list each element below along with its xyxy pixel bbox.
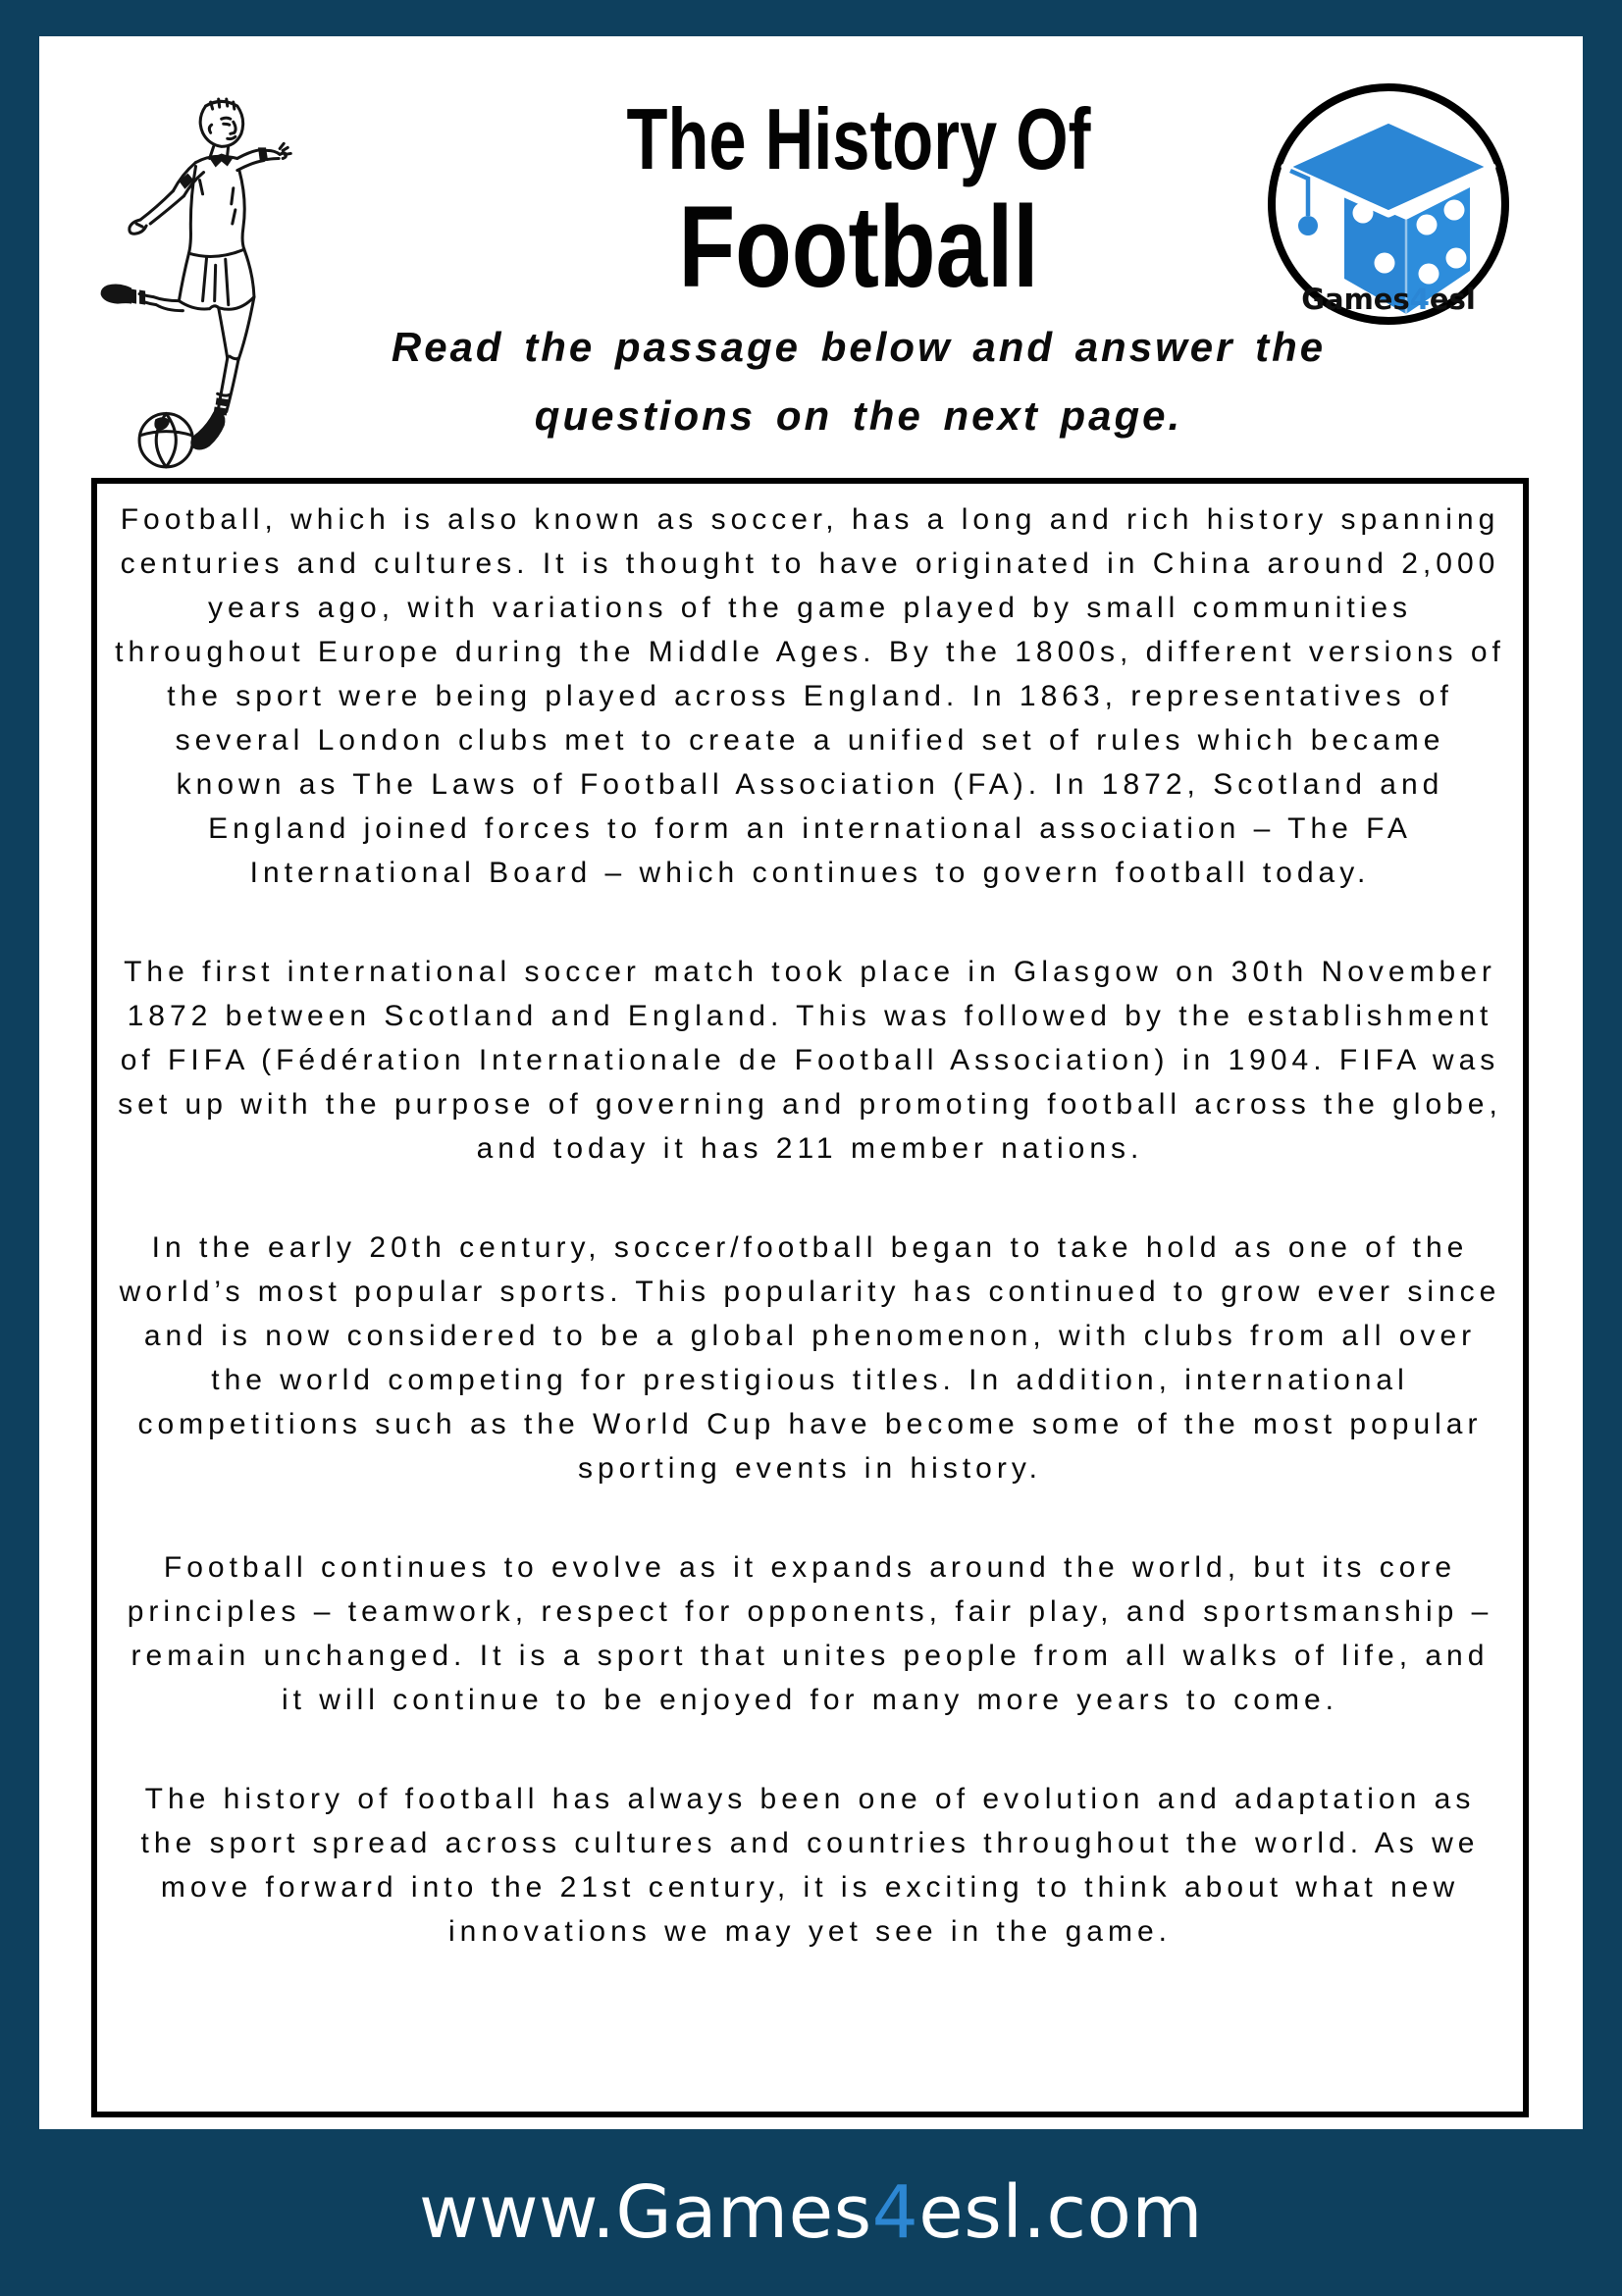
passage-paragraph-4: Football continues to evolve as it expands around the world, but its core principles – teamwork, respect for opponents, fair play, and sportsmanship – remain unchanged. It is a sport that unites people from all walks of life, and it will continue to be enjoyed for many more years to come. <box>127 1551 1493 1716</box>
games4esl-logo <box>1261 77 1516 332</box>
passage-paragraph-5: The history of football has always been one of evolution and adaptation as the sport spread across cultures and countries throughout the world. As we move forward into the 21st century, it is exciting to think about what new innovations we may yet see in the game. <box>140 1783 1480 1948</box>
passage-paragraph-1: Football, which is also known as soccer, has a long and rich history spanning centuries and cultures. It is thought to have originated in China around 2,000 years ago, with variations of the game played by small communities throughout Europe during the Middle Ages. By the 1800s, different versions of the sport were being played across England. In 1863, representatives of several London clubs met to create a unified set of rules which became known as The Laws of Football Association (FA). In 1872, Scotland and England joined forces to form an international association – The FA International Board – which continues to govern football today. <box>115 503 1505 889</box>
reading-passage-box <box>91 478 1529 2117</box>
url-right: esl.com <box>918 2170 1203 2255</box>
passage-paragraph-2: The first international soccer match took place in Glasgow on 30th November 1872 between Scotland and England. This was followed by the establishment of FIFA (Fédération Internationale de Football Association) in 1904. FIFA was set up with the purpose of governing and promoting football across the globe, and today it has 211 member nations. <box>118 956 1502 1165</box>
soccer-player-illustration <box>88 97 302 478</box>
page-body <box>39 36 1583 2129</box>
url-brand-number: 4 <box>871 2170 919 2255</box>
page-header <box>392 36 1325 517</box>
website-url <box>0 2129 1622 2296</box>
instructions-line2: questions on the next page. <box>534 392 1183 439</box>
page-title-line2: Football <box>678 183 1039 312</box>
passage-paragraph-3: In the early 20th century, soccer/football began to take hold as one of the world’s most popular sports. This popularity has continued to grow ever since and is now considered to be a global phenomenon, with clubs from all over the world competing for prestigious titles. In addition, international competitions such as the World Cup have become some of the most popular sporting events in history. <box>119 1231 1501 1485</box>
logo-brand-text: Games4esl <box>1301 283 1476 316</box>
instructions <box>334 313 1384 450</box>
url-left: www.Games <box>419 2170 872 2255</box>
page-title-line1: The History Of <box>626 90 1091 187</box>
instructions-line1: Read the passage below and answer the <box>391 324 1327 370</box>
